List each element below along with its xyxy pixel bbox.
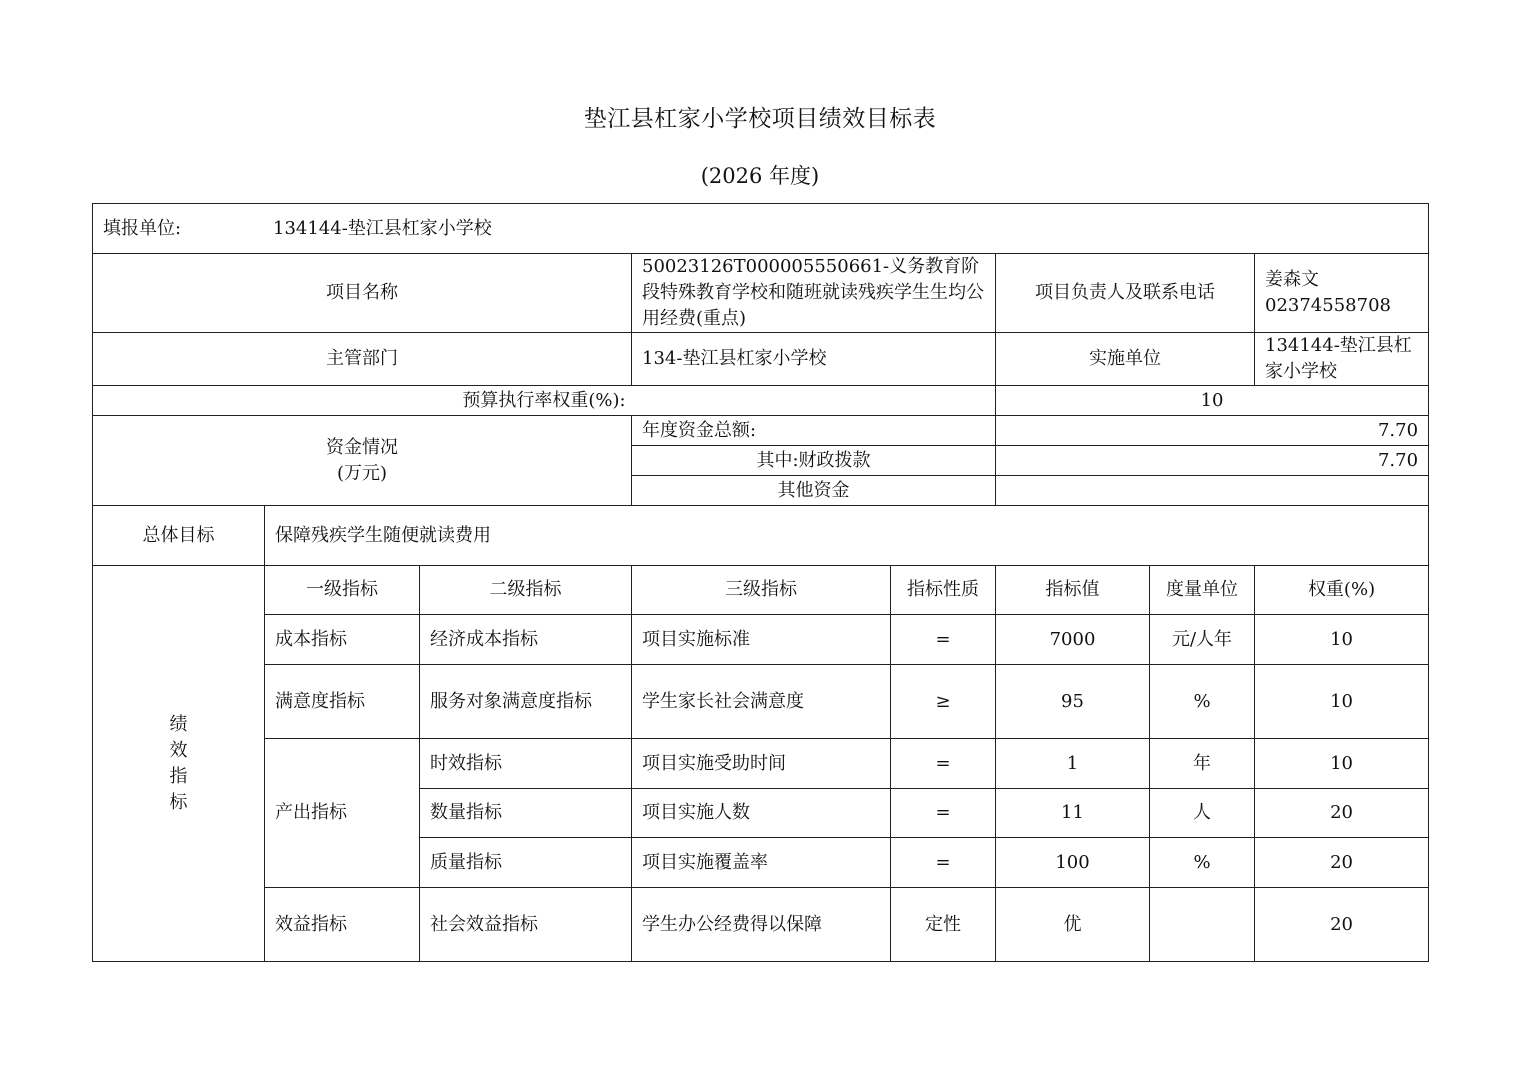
project-name-label: 项目名称: [93, 254, 632, 333]
row-l2: 服务对象满意度指标: [420, 665, 632, 739]
funds-label-line2: (万元): [336, 462, 388, 484]
row-weight: 10: [1255, 739, 1429, 789]
row-unit: %: [1150, 665, 1255, 739]
page-title: 垫江县杠家小学校项目绩效目标表: [583, 106, 937, 132]
header-l3: 三级指标: [632, 566, 891, 615]
row-l2: 时效指标: [420, 739, 632, 789]
contact-label: 项目负责人及联系电话: [996, 254, 1255, 333]
row-l2: 数量指标: [420, 789, 632, 838]
row-value: 7000: [996, 615, 1150, 665]
perf-label-char: 效: [169, 739, 188, 761]
funds-label-line1: 资金情况: [326, 436, 398, 458]
row-l3: 项目实施受助时间: [632, 739, 891, 789]
filler-value: 134144-垫江县杠家小学校: [273, 217, 492, 239]
table-row: [93, 739, 1429, 789]
header-unit: 度量单位: [1150, 566, 1255, 615]
dept-label: 主管部门: [93, 333, 632, 386]
row-l1: 满意度指标: [265, 665, 420, 739]
header-weight: 权重(%): [1255, 566, 1429, 615]
row-l2: 质量指标: [420, 838, 632, 888]
row-weight: 20: [1255, 838, 1429, 888]
row-l3: 项目实施覆盖率: [632, 838, 891, 888]
performance-target-table: [92, 203, 1429, 962]
row-l3: 项目实施标准: [632, 615, 891, 665]
filler-cell: [93, 204, 1429, 254]
impl-label: 实施单位: [996, 333, 1255, 386]
other-value: [996, 476, 1429, 506]
row-nature: =: [891, 739, 996, 789]
header-nature: 指标性质: [891, 566, 996, 615]
row-value: 优: [996, 888, 1150, 962]
row-nature: =: [891, 789, 996, 838]
filler-label: 填报单位:: [103, 217, 182, 239]
perf-label-char: 指: [169, 765, 188, 787]
filler-row: [93, 204, 1429, 254]
project-name-value: 50023126T000005550661-义务教育阶段特殊教育学校和随班就读残疾学生生均公用经费(重点): [632, 254, 996, 333]
perf-indicator-label: [93, 566, 265, 962]
row-value: 11: [996, 789, 1150, 838]
row-value: 100: [996, 838, 1150, 888]
row-value: 1: [996, 739, 1150, 789]
row-l3: 项目实施人数: [632, 789, 891, 838]
row-l2: 经济成本指标: [420, 615, 632, 665]
row-unit: %: [1150, 838, 1255, 888]
row-weight: 10: [1255, 665, 1429, 739]
row-unit: 年: [1150, 739, 1255, 789]
table-row: [93, 615, 1429, 665]
annual-total-label: 年度资金总额:: [632, 416, 996, 446]
row-l3: 学生家长社会满意度: [632, 665, 891, 739]
row-weight: 10: [1255, 615, 1429, 665]
annual-total-value: 7.70: [996, 416, 1429, 446]
row-unit: 元/人年: [1150, 615, 1255, 665]
fiscal-label: 其中:财政拨款: [632, 446, 996, 476]
funds-row-total: [93, 416, 1429, 446]
row-weight: 20: [1255, 888, 1429, 962]
dept-row: [93, 333, 1429, 386]
budget-rate-value: 10: [996, 386, 1429, 416]
dept-value: 134-垫江县杠家小学校: [632, 333, 996, 386]
table-row: [93, 888, 1429, 962]
row-l2: 社会效益指标: [420, 888, 632, 962]
row-unit: 人: [1150, 789, 1255, 838]
row-nature: ≥: [891, 665, 996, 739]
row-nature: =: [891, 838, 996, 888]
row-value: 95: [996, 665, 1150, 739]
header-l1: 一级指标: [265, 566, 420, 615]
goal-label: 总体目标: [93, 506, 265, 566]
row-unit: [1150, 888, 1255, 962]
row-l1: 效益指标: [265, 888, 420, 962]
row-weight: 20: [1255, 789, 1429, 838]
funds-label: [93, 416, 632, 506]
impl-value: 134144-垫江县杠家小学校: [1255, 333, 1429, 386]
header-l2: 二级指标: [420, 566, 632, 615]
page-subtitle: (2026 年度): [700, 164, 820, 188]
budget-rate-label: 预算执行率权重(%):: [93, 386, 996, 416]
header-value: 指标值: [996, 566, 1150, 615]
perf-label-char: 标: [169, 791, 188, 813]
indicator-header-row: [93, 566, 1429, 615]
perf-label-char: 绩: [169, 713, 188, 735]
row-nature: 定性: [891, 888, 996, 962]
fiscal-value: 7.70: [996, 446, 1429, 476]
row-l3: 学生办公经费得以保障: [632, 888, 891, 962]
project-name-row: [93, 254, 1429, 333]
goal-row: [93, 506, 1429, 566]
other-label: 其他资金: [632, 476, 996, 506]
goal-value: 保障残疾学生随便就读费用: [265, 506, 1429, 566]
budget-rate-row: [93, 386, 1429, 416]
row-l1: 产出指标: [265, 739, 420, 888]
row-nature: =: [891, 615, 996, 665]
table-row: [93, 665, 1429, 739]
contact-value: 姜森文 02374558708: [1255, 254, 1429, 333]
row-l1: 成本指标: [265, 615, 420, 665]
